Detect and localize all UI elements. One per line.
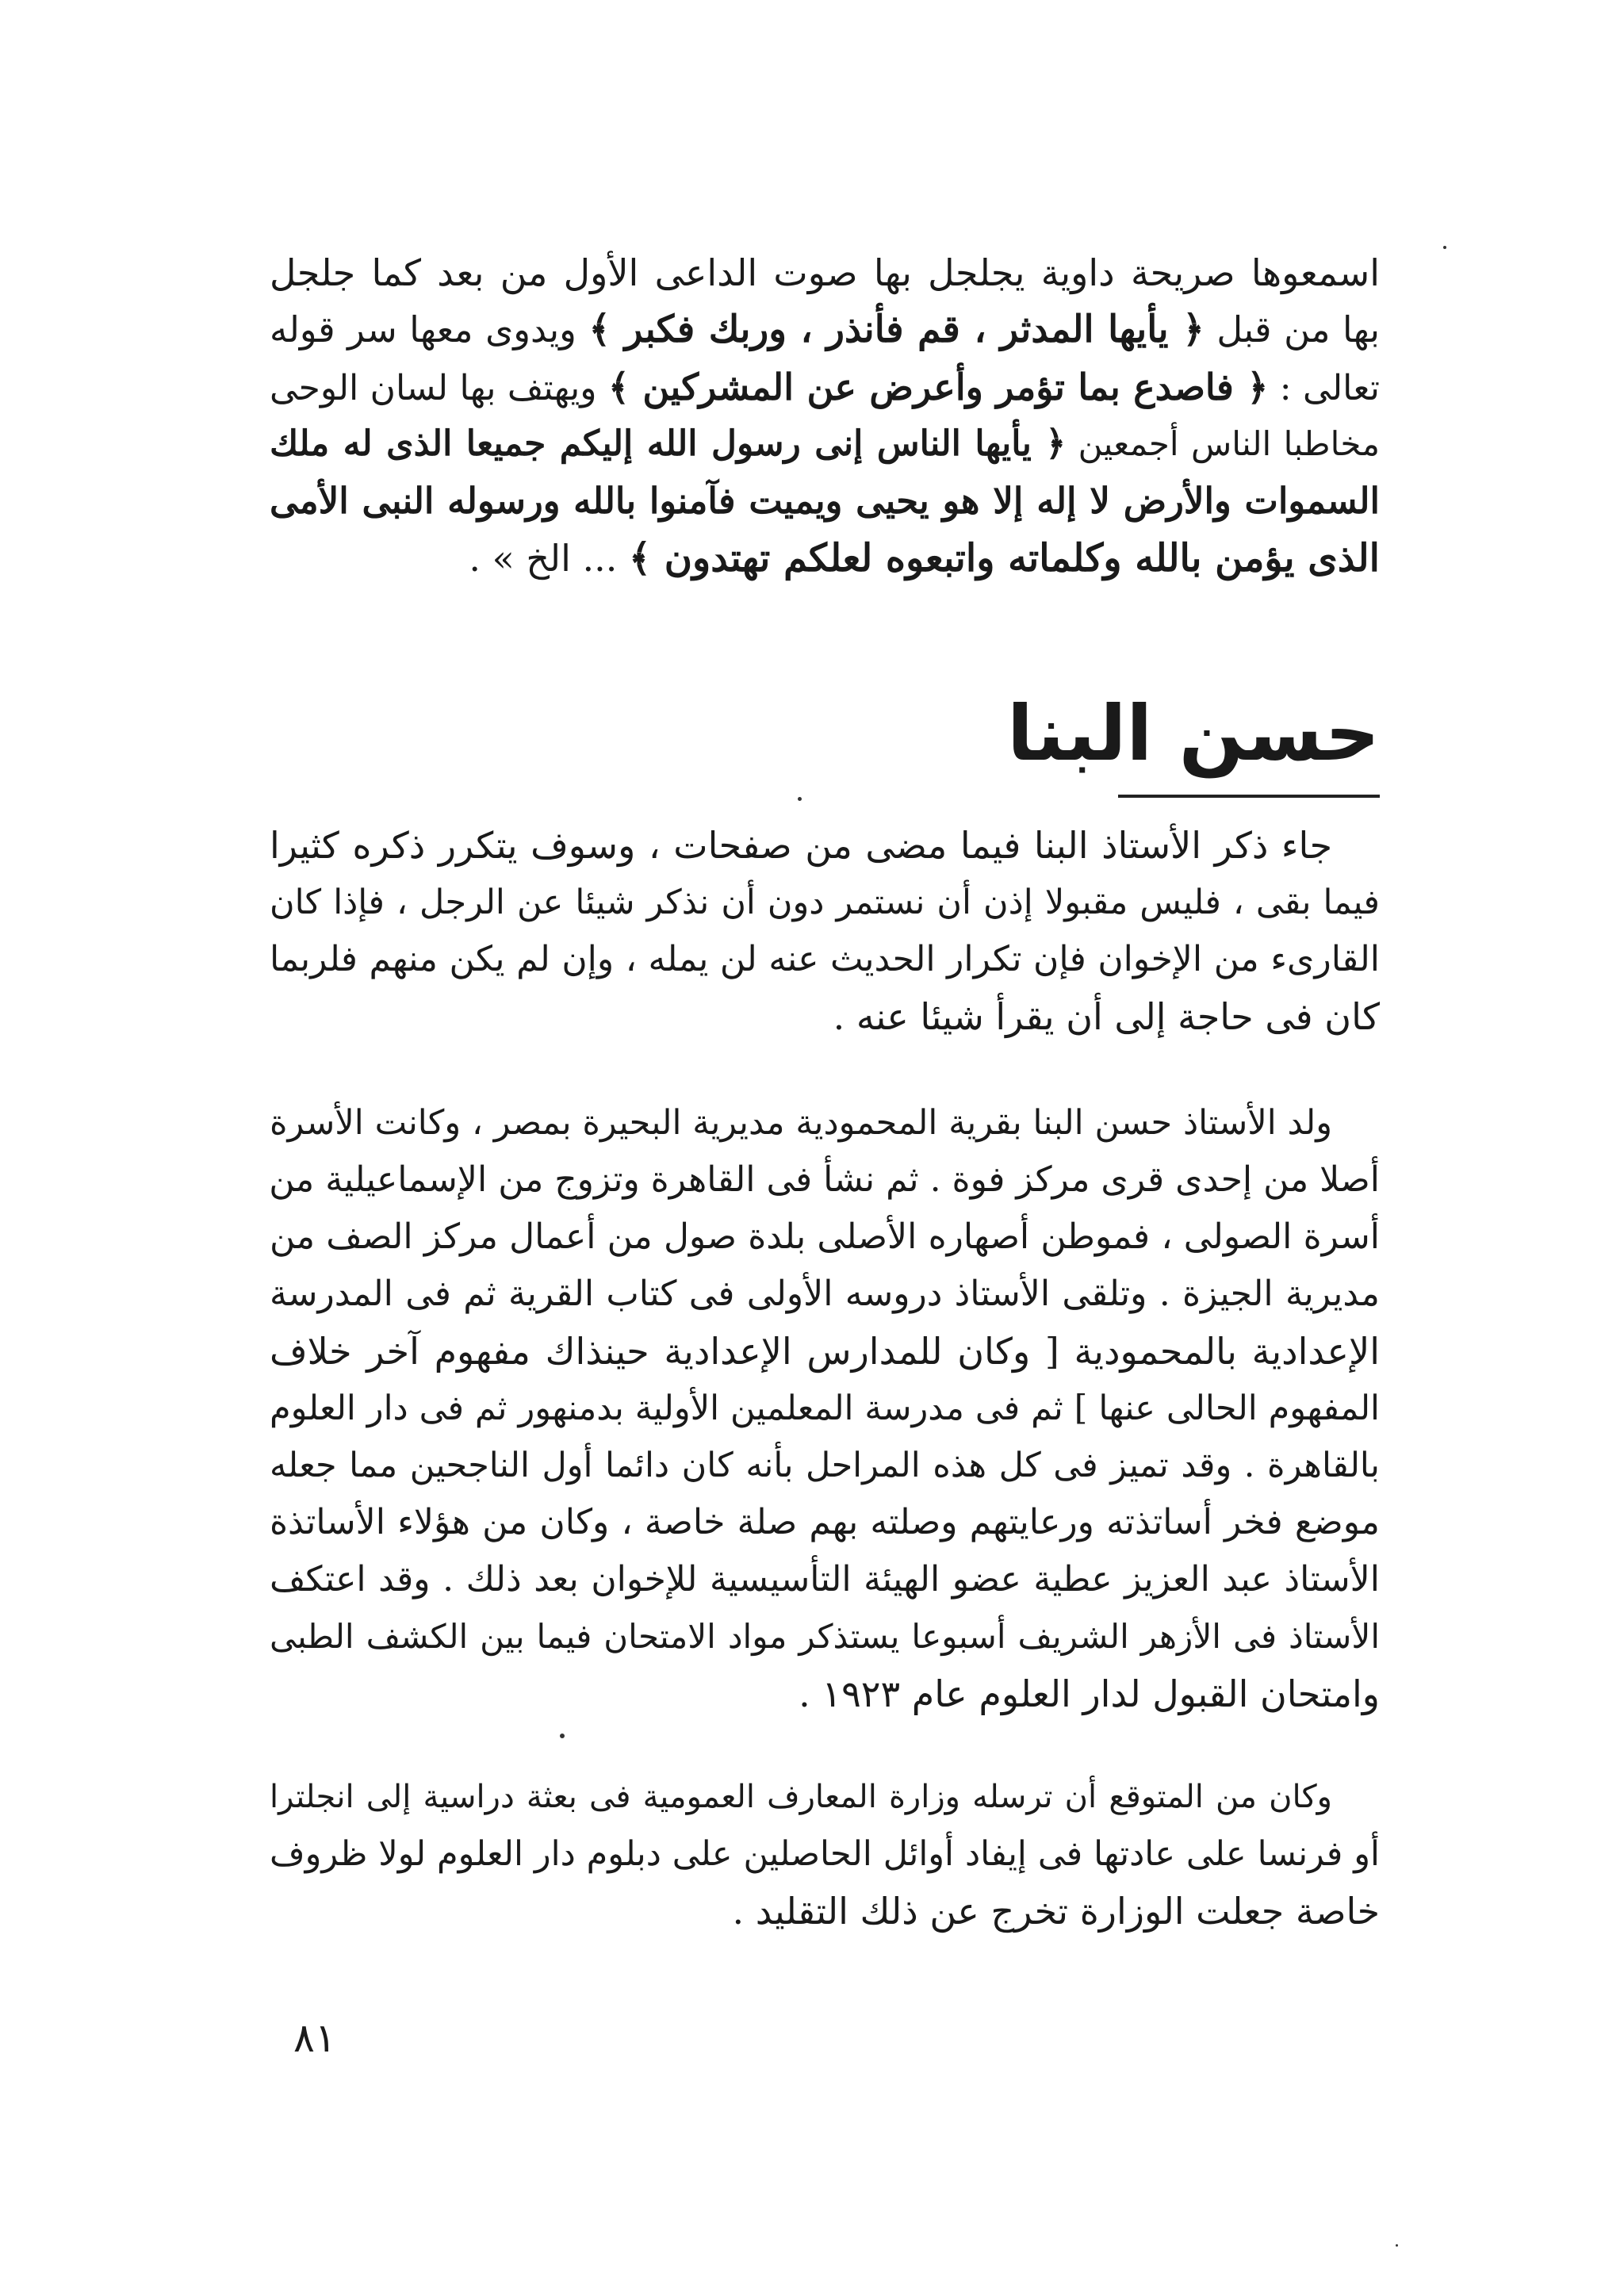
intro-line xyxy=(270,416,1380,473)
quran-quote: السموات والأرض لا إله إلا هو يحيى ويميت فآمنوا بالله ورسوله النبى الأمى xyxy=(270,480,1380,522)
paragraph-line: الأستاذ عبد العزيز عطية عضو الهيئة التأسيسية للإخوان بعد ذلك . وقد اعتكف xyxy=(270,1559,1380,1599)
intro-line xyxy=(270,530,1380,587)
quran-quote: الذى يؤمن بالله وكلماته واتبعوه لعلكم تهتدون ﴾ xyxy=(628,536,1380,580)
paragraph-line: كان فى حاجة إلى أن يقرأ شيئا عنه . xyxy=(833,995,1380,1038)
section-heading-block xyxy=(1006,674,1380,801)
intro-segment: بها من قبل xyxy=(1204,308,1380,351)
intro-segment: اسمعوها صريحة داوية يجلجل بها صوت الداعى الأول من بعد كما جلجل xyxy=(270,251,1380,294)
scan-speck xyxy=(798,797,802,801)
intro-line xyxy=(270,473,1380,530)
scan-speck xyxy=(1443,246,1446,249)
scan-speck xyxy=(560,1734,565,1738)
heading-underline xyxy=(1118,795,1380,798)
paragraph-line: فيما بقى ، فليس مقبولا إذن أن نستمر دون أن نذكر شيئا عن الرجل ، فإذا كان xyxy=(270,883,1380,922)
paragraph-line: أو فرنسا على عادتها فى إيفاد أوائل الحاصلين على دبلوم دار العلوم لولا ظروف xyxy=(270,1834,1380,1874)
quran-quote: ﴿ يأيها الناس إنى رسول الله إليكم جميعا الذى له ملك xyxy=(270,423,1067,464)
intro-paragraph xyxy=(270,244,1380,587)
scan-speck xyxy=(1396,2244,1398,2247)
intro-segment: تعالى : xyxy=(1268,368,1381,408)
quran-quote: ﴿ يأيها المدثر ، قم فأنذر ، وربك فكبر ﴾ xyxy=(588,308,1205,351)
paragraph-line: ولد الأستاذ حسن البنا بقرية المحمودية مديرية البحيرة بمصر ، وكانت الأسرة xyxy=(270,1103,1332,1143)
paragraph-line: مديرية الجيزة . وتلقى الأستاذ دروسه الأولى فى كتاب القرية ثم فى المدرسة xyxy=(270,1274,1380,1314)
paragraph-line: الأستاذ فى الأزهر الشريف أسبوعا يستذكر مواد الامتحان فيما بين الكشف الطبى xyxy=(270,1617,1380,1656)
paragraph-line: خاصة جعلت الوزارة تخرج عن ذلك التقليد . xyxy=(732,1890,1380,1933)
paragraph-line: بالقاهرة . وقد تميز فى كل هذه المراحل بأنه كان دائما أول الناجحين مما جعله xyxy=(270,1446,1380,1485)
paragraph-line: وكان من المتوقع أن ترسله وزارة المعارف العمومية فى بعثة دراسية إلى انجلترا xyxy=(270,1779,1332,1815)
paragraph-line: جاء ذكر الأستاذ البنا فيما مضى من صفحات ، وسوف يتكرر ذكره كثيرا xyxy=(270,824,1332,867)
paragraph-line: المفهوم الحالى عنها ] ثم فى مدرسة المعلمين الأولية بدمنهور ثم فى دار العلوم xyxy=(270,1389,1380,1428)
body-paragraph-3 xyxy=(270,1768,1380,1940)
body-paragraph-1 xyxy=(270,817,1380,1045)
intro-line xyxy=(270,358,1380,416)
paragraph-line: وامتحان القبول لدار العلوم عام ١٩٢٣ . xyxy=(799,1672,1380,1715)
intro-segment: ويهتف بها لسان الوحى xyxy=(270,368,608,408)
section-heading: حسن البنا xyxy=(1006,689,1380,778)
intro-line xyxy=(270,301,1380,358)
intro-line xyxy=(270,244,1380,301)
paragraph-line: أسرة الصولى ، فموطن أصهاره الأصلى بلدة صول من أعمال مركز الصف من xyxy=(270,1216,1380,1257)
page-number: ٨١ xyxy=(293,2015,336,2061)
intro-segment: مخاطبا الناس أجمعين xyxy=(1066,424,1380,463)
paragraph-line: الإعدادية بالمحمودية [ وكان للمدارس الإعدادية حينذاك مفهوم آخر خلاف xyxy=(270,1330,1380,1373)
intro-segment: ... الخ » . xyxy=(469,537,629,580)
paragraph-line: أصلا من إحدى قرى مركز فوة . ثم نشأ فى القاهرة وتزوج من الإسماعيلية من xyxy=(269,1159,1380,1200)
quran-quote: ﴿ فاصدع بما تؤمر وأعرض عن المشركين ﴾ xyxy=(607,366,1269,408)
intro-segment: ويدوى معها سر قوله xyxy=(270,308,589,351)
paragraph-line: موضع فخر أساتذته ورعايتهم وصلته بهم صلة خاصة ، وكان من هؤلاء الأساتذة xyxy=(270,1502,1380,1542)
paragraph-line: القارىء من الإخوان فإن تكرار الحديث عنه لن يمله ، وإن لم يكن منهم فلربما xyxy=(270,939,1380,979)
body-paragraph-2 xyxy=(270,1094,1380,1722)
